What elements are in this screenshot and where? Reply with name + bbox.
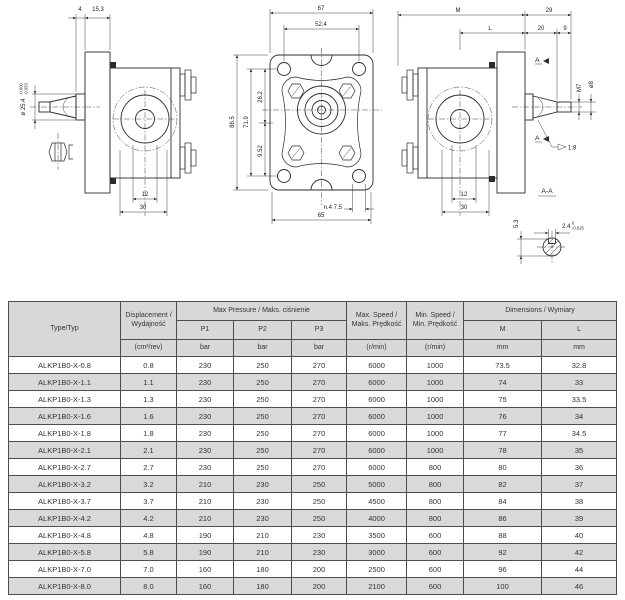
table-cell: 250 bbox=[234, 408, 292, 425]
dim-label-12: 12 bbox=[141, 192, 149, 198]
table-cell: 86 bbox=[464, 510, 542, 527]
right-side-view bbox=[398, 8, 596, 216]
table-cell: ALKP1B0-X-4.2 bbox=[9, 510, 121, 527]
table-cell: 210 bbox=[177, 510, 234, 527]
table-cell: 4000 bbox=[347, 510, 407, 527]
table-cell: ALKP1B0-X-3.7 bbox=[9, 493, 121, 510]
table-cell: 250 bbox=[234, 442, 292, 459]
header-displacement: Displacement / Wydajność bbox=[121, 302, 177, 340]
table-cell: 39 bbox=[542, 510, 617, 527]
table-cell: 44 bbox=[542, 561, 617, 578]
table-cell: 1000 bbox=[407, 408, 464, 425]
table-cell: 34.5 bbox=[542, 425, 617, 442]
table-cell: 37 bbox=[542, 476, 617, 493]
table-cell: 800 bbox=[407, 510, 464, 527]
unit-m: mm bbox=[464, 340, 542, 357]
table-cell: 38 bbox=[542, 493, 617, 510]
table-cell: 3.7 bbox=[121, 493, 177, 510]
dim-label-29: 29 bbox=[545, 8, 553, 14]
spec-table-body bbox=[9, 357, 617, 595]
table-cell: 6000 bbox=[347, 391, 407, 408]
table-cell: 78 bbox=[464, 442, 542, 459]
table-cell: 250 bbox=[234, 459, 292, 476]
table-row bbox=[9, 425, 617, 442]
table-cell: 5.8 bbox=[121, 544, 177, 561]
dim-label-m7: M7 bbox=[577, 83, 583, 92]
table-cell: 230 bbox=[292, 544, 347, 561]
table-cell: 230 bbox=[177, 442, 234, 459]
table-row bbox=[9, 544, 617, 561]
header-min-speed: Min. Speed / Min. Prędkość bbox=[407, 302, 464, 340]
table-cell: 190 bbox=[177, 527, 234, 544]
spec-table-header bbox=[9, 302, 617, 357]
table-cell: 210 bbox=[234, 527, 292, 544]
table-cell: 270 bbox=[292, 374, 347, 391]
table-cell: 1000 bbox=[407, 425, 464, 442]
table-cell: 210 bbox=[234, 544, 292, 561]
header-max-speed: Max. Speed / Maks. Prędkość bbox=[347, 302, 407, 340]
table-cell: 1000 bbox=[407, 374, 464, 391]
table-cell: 74 bbox=[464, 374, 542, 391]
unit-min-speed: (r/min) bbox=[407, 340, 464, 357]
table-row bbox=[9, 493, 617, 510]
table-cell: 40 bbox=[542, 527, 617, 544]
dim-label-65: 65 bbox=[317, 213, 325, 219]
table-cell: 75 bbox=[464, 391, 542, 408]
table-cell: 270 bbox=[292, 408, 347, 425]
table-cell: 46 bbox=[542, 578, 617, 595]
dim-label-4: 4 bbox=[78, 7, 82, 13]
table-cell: 1.6 bbox=[121, 408, 177, 425]
table-cell: 1000 bbox=[407, 442, 464, 459]
section-label-a: A bbox=[535, 57, 540, 64]
table-cell: 1.1 bbox=[121, 374, 177, 391]
table-cell: 84 bbox=[464, 493, 542, 510]
table-cell: 35 bbox=[542, 442, 617, 459]
table-cell: 2.1 bbox=[121, 442, 177, 459]
dim-label-52-4: 52.4 bbox=[315, 22, 327, 28]
table-cell: 200 bbox=[292, 561, 347, 578]
table-cell: 1000 bbox=[407, 357, 464, 374]
dim-label-15-3: 15.3 bbox=[92, 7, 104, 13]
header-p3: P3 bbox=[292, 321, 347, 340]
table-cell: ALKP1B0-X-2.1 bbox=[9, 442, 121, 459]
nut-detail bbox=[49, 133, 73, 170]
table-cell: 3.2 bbox=[121, 476, 177, 493]
unit-p2: bar bbox=[234, 340, 292, 357]
unit-max-speed: (r/min) bbox=[347, 340, 407, 357]
dim-label-20: 20 bbox=[537, 26, 545, 32]
table-cell: 180 bbox=[234, 561, 292, 578]
header-type: Type/Typ bbox=[9, 302, 121, 357]
table-cell: 77 bbox=[464, 425, 542, 442]
unit-p1: bar bbox=[177, 340, 234, 357]
table-cell: 230 bbox=[234, 476, 292, 493]
table-cell: 800 bbox=[407, 493, 464, 510]
dim-label-67: 67 bbox=[317, 6, 325, 12]
unit-l: mm bbox=[542, 340, 617, 357]
shaft-left bbox=[30, 94, 100, 120]
table-cell: ALKP1B0-X-1.6 bbox=[9, 408, 121, 425]
table-cell: 210 bbox=[177, 493, 234, 510]
section-a-a-detail bbox=[514, 188, 585, 264]
header-p2: P2 bbox=[234, 321, 292, 340]
table-cell: 32.8 bbox=[542, 357, 617, 374]
table-cell: 6000 bbox=[347, 357, 407, 374]
table-cell: 88 bbox=[464, 527, 542, 544]
table-row bbox=[9, 408, 617, 425]
table-cell: ALKP1B0-X-5.8 bbox=[9, 544, 121, 561]
table-row bbox=[9, 476, 617, 493]
table-cell: 6000 bbox=[347, 374, 407, 391]
unit-displacement: (cm³/rev) bbox=[121, 340, 177, 357]
dim-label-m: M bbox=[455, 8, 461, 14]
table-cell: 230 bbox=[234, 510, 292, 527]
table-row bbox=[9, 578, 617, 595]
dim-label-30: 30 bbox=[460, 205, 468, 211]
table-cell: 3500 bbox=[347, 527, 407, 544]
table-cell: 800 bbox=[407, 476, 464, 493]
table-cell: 250 bbox=[234, 391, 292, 408]
dim-label-holes: n.4 7.5 bbox=[323, 205, 342, 211]
table-cell: 270 bbox=[292, 425, 347, 442]
table-cell: 6000 bbox=[347, 408, 407, 425]
table-cell: 600 bbox=[407, 527, 464, 544]
dim-label-5-3: 5.3 bbox=[514, 219, 520, 228]
table-cell: 33 bbox=[542, 374, 617, 391]
dim-label-86-5: 86.5 bbox=[230, 116, 236, 128]
dim-label-30: 30 bbox=[139, 205, 147, 211]
table-cell: ALKP1B0-X-7.0 bbox=[9, 561, 121, 578]
table-cell: 4.2 bbox=[121, 510, 177, 527]
unit-p3: bar bbox=[292, 340, 347, 357]
dim-shaft-diameter bbox=[19, 82, 29, 115]
dim-tolerance-upper: 0 bbox=[572, 220, 575, 226]
table-cell: 1.3 bbox=[121, 391, 177, 408]
table-cell: 73.5 bbox=[464, 357, 542, 374]
table-cell: 600 bbox=[407, 561, 464, 578]
table-cell: 2500 bbox=[347, 561, 407, 578]
dim-label-dia8: ø8 bbox=[589, 80, 595, 88]
header-max-pressure: Max Pressure / Maks. ciśnienie bbox=[177, 302, 347, 321]
dim-label-9: 9 bbox=[563, 26, 567, 32]
table-cell: 180 bbox=[234, 578, 292, 595]
table-cell: ALKP1B0-X-1.8 bbox=[9, 425, 121, 442]
table-cell: ALKP1B0-X-1.3 bbox=[9, 391, 121, 408]
dim-key-width bbox=[562, 221, 585, 231]
dim-label-12: 12 bbox=[460, 192, 468, 198]
taper-label: 1:8 bbox=[568, 145, 577, 152]
table-cell: 34 bbox=[542, 408, 617, 425]
dim-label-9-52: 9.52 bbox=[258, 145, 264, 157]
table-cell: 92 bbox=[464, 544, 542, 561]
table-cell: 2.7 bbox=[121, 459, 177, 476]
table-row bbox=[9, 561, 617, 578]
table-cell: 190 bbox=[177, 544, 234, 561]
table-cell: 33.5 bbox=[542, 391, 617, 408]
table-cell: 1.8 bbox=[121, 425, 177, 442]
section-label-a: A bbox=[535, 135, 540, 142]
table-cell: 4.8 bbox=[121, 527, 177, 544]
table-cell: 6000 bbox=[347, 459, 407, 476]
table-row bbox=[9, 510, 617, 527]
table-cell: ALKP1B0-X-8.0 bbox=[9, 578, 121, 595]
port-fitting bbox=[402, 70, 418, 173]
table-cell: 7.0 bbox=[121, 561, 177, 578]
header-dimensions: Dimensions / Wymiary bbox=[464, 302, 617, 321]
table-cell: 76 bbox=[464, 408, 542, 425]
table-cell: ALKP1B0-X-2.7 bbox=[9, 459, 121, 476]
table-cell: 6000 bbox=[347, 425, 407, 442]
table-cell: 160 bbox=[177, 578, 234, 595]
table-cell: 250 bbox=[234, 425, 292, 442]
dim-tolerance-upper: -0.000 bbox=[18, 83, 24, 95]
dim-label-71-9: 71.9 bbox=[244, 116, 250, 128]
table-cell: 230 bbox=[177, 408, 234, 425]
shaft-right bbox=[512, 94, 582, 120]
dim-label-26-2: 26.2 bbox=[258, 91, 264, 103]
table-cell: ALKP1B0-X-0.8 bbox=[9, 357, 121, 374]
table-cell: 250 bbox=[234, 374, 292, 391]
table-row bbox=[9, 459, 617, 476]
section-marker-a-top bbox=[535, 57, 549, 64]
table-cell: 230 bbox=[177, 391, 234, 408]
table-cell: 96 bbox=[464, 561, 542, 578]
table-cell: 230 bbox=[177, 425, 234, 442]
table-cell: 250 bbox=[292, 510, 347, 527]
table-cell: 82 bbox=[464, 476, 542, 493]
dim-label-l: L bbox=[488, 26, 492, 32]
table-cell: 80 bbox=[464, 459, 542, 476]
header-p1: P1 bbox=[177, 321, 234, 340]
table-row bbox=[9, 391, 617, 408]
table-cell: ALKP1B0-X-4.8 bbox=[9, 527, 121, 544]
left-side-view bbox=[19, 7, 197, 216]
table-cell: 3000 bbox=[347, 544, 407, 561]
table-cell: 36 bbox=[542, 459, 617, 476]
table-cell: 5000 bbox=[347, 476, 407, 493]
table-cell: 600 bbox=[407, 578, 464, 595]
header-m: M bbox=[464, 321, 542, 340]
table-cell: 230 bbox=[177, 357, 234, 374]
table-cell: 2100 bbox=[347, 578, 407, 595]
table-cell: 200 bbox=[292, 578, 347, 595]
table-cell: ALKP1B0-X-3.2 bbox=[9, 476, 121, 493]
table-cell: 230 bbox=[234, 493, 292, 510]
table-cell: 6000 bbox=[347, 442, 407, 459]
table-cell: 270 bbox=[292, 357, 347, 374]
table-row bbox=[9, 527, 617, 544]
table-cell: 4500 bbox=[347, 493, 407, 510]
table-cell: 210 bbox=[177, 476, 234, 493]
dim-tolerance-lower: -0.025 bbox=[572, 225, 584, 231]
dim-label-shaft: ø 25.4 bbox=[21, 98, 27, 116]
table-cell: 8.0 bbox=[121, 578, 177, 595]
table-cell: 1000 bbox=[407, 391, 464, 408]
section-title: A-A bbox=[541, 188, 553, 195]
spec-table bbox=[8, 301, 617, 595]
port-fitting bbox=[180, 70, 196, 173]
table-row bbox=[9, 374, 617, 391]
table-cell: 250 bbox=[292, 476, 347, 493]
table-row bbox=[9, 442, 617, 459]
table-cell: 230 bbox=[177, 374, 234, 391]
section-marker-a-bottom bbox=[535, 135, 549, 142]
table-row bbox=[9, 357, 617, 374]
table-cell: 230 bbox=[292, 527, 347, 544]
dim-label-2-4: 2.4 bbox=[562, 224, 571, 230]
header-l: L bbox=[542, 321, 617, 340]
table-cell: 160 bbox=[177, 561, 234, 578]
table-cell: 270 bbox=[292, 442, 347, 459]
table-cell: ALKP1B0-X-1.1 bbox=[9, 374, 121, 391]
table-cell: 100 bbox=[464, 578, 542, 595]
table-cell: 0.8 bbox=[121, 357, 177, 374]
table-cell: 270 bbox=[292, 391, 347, 408]
table-cell: 600 bbox=[407, 544, 464, 561]
table-cell: 250 bbox=[292, 493, 347, 510]
table-cell: 250 bbox=[234, 357, 292, 374]
table-cell: 270 bbox=[292, 459, 347, 476]
front-flange-view bbox=[230, 6, 382, 224]
dim-tolerance-lower: -0.053 bbox=[23, 83, 29, 95]
table-cell: 230 bbox=[177, 459, 234, 476]
table-cell: 42 bbox=[542, 544, 617, 561]
table-cell: 800 bbox=[407, 459, 464, 476]
